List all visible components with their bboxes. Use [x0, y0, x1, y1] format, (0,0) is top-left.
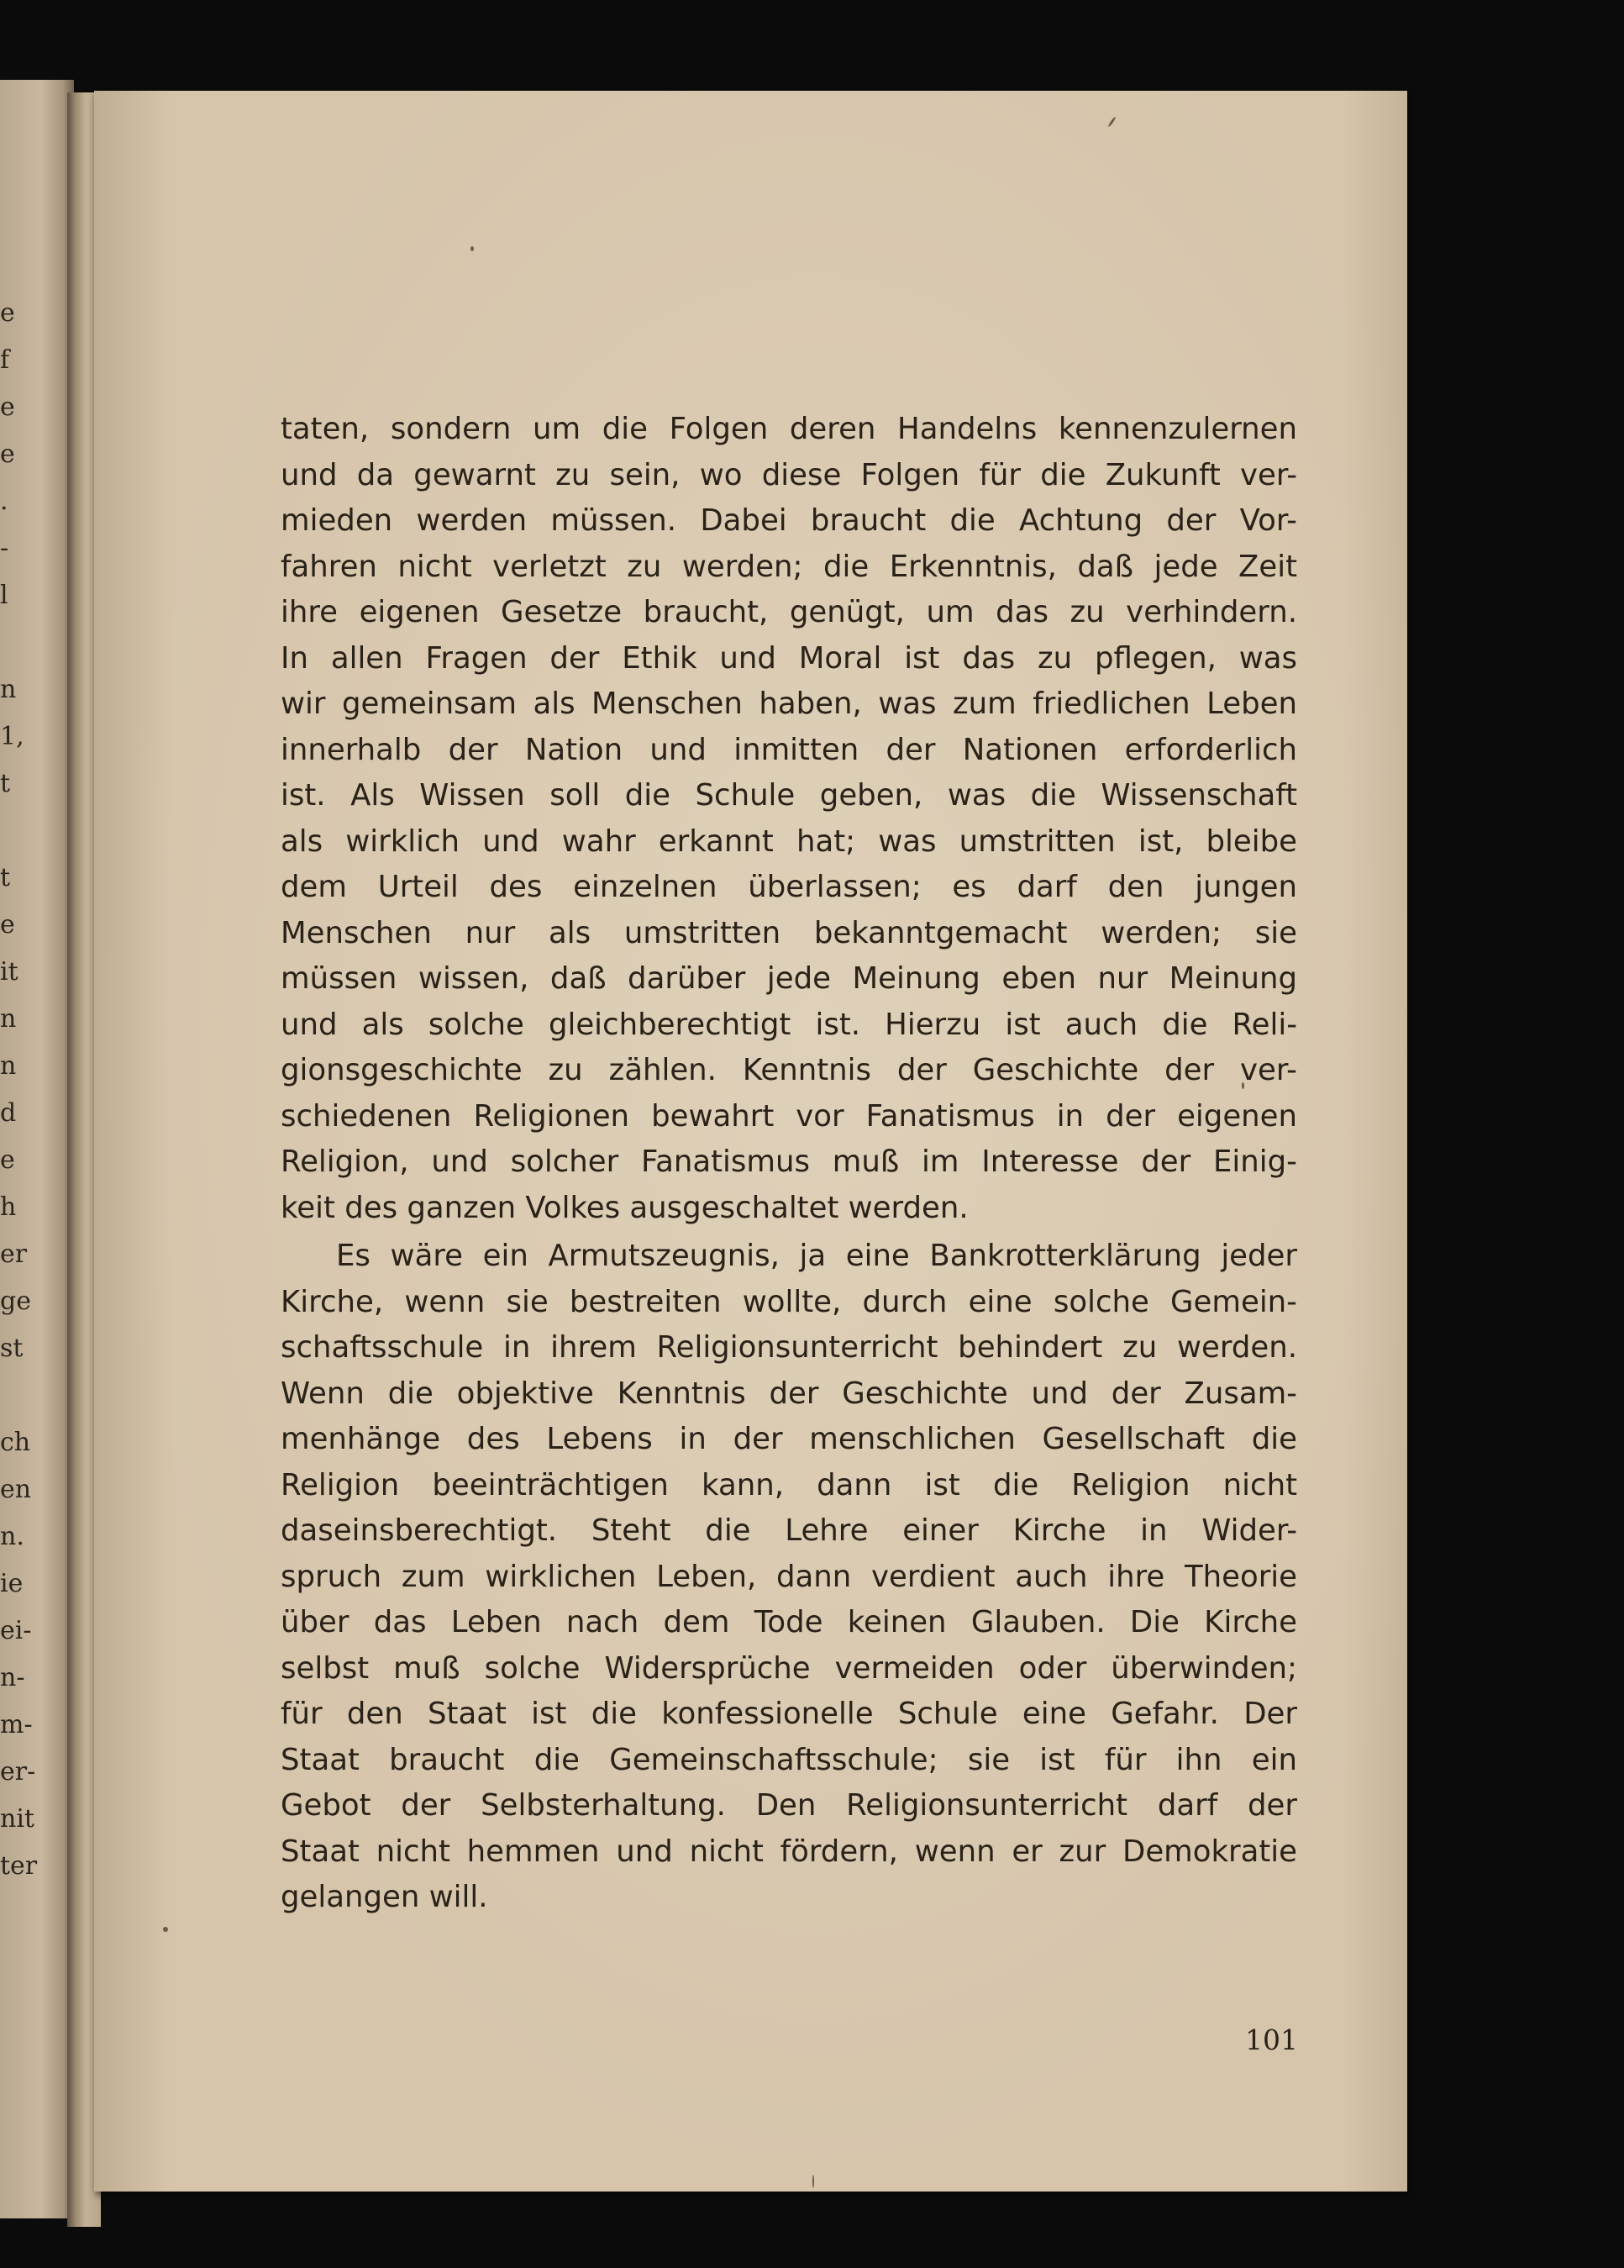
paragraph-2	[281, 1234, 1297, 1921]
text-line: In allen Fragen der Ethik und Moral ist das zu pflegen, was	[281, 640, 1297, 676]
left-fragment: .	[0, 487, 8, 516]
text-line: Staat braucht die Gemeinschaftsschule; sie ist für ihn ein	[281, 1742, 1297, 1777]
left-fragment	[0, 1372, 25, 1419]
left-fragment: e	[0, 392, 15, 422]
left-fragment: it	[0, 957, 18, 987]
text-line: daseinsberechtigt. Steht die Lehre einer Kirche in Wider-	[281, 1513, 1297, 1548]
left-fragment: e	[0, 439, 15, 469]
text-line: Menschen nur als umstritten bekanntgemacht werden; sie	[281, 915, 1297, 950]
paper-speck	[470, 246, 474, 251]
left-fragment: e	[0, 298, 15, 328]
text-line: Religion beeinträchtigen kann, dann ist die Religion nicht	[281, 1467, 1297, 1502]
text-line: für den Staat ist die konfessionelle Schule eine Gefahr. Der	[281, 1697, 1297, 1731]
left-fragment: n.	[0, 1522, 24, 1551]
left-fragment: ei-	[0, 1616, 32, 1645]
paper-speck	[1107, 116, 1116, 127]
text-line: ist. Als Wissen soll die Schule geben, was die Wissenschaft	[281, 778, 1297, 813]
text-line: wir gemeinsam als Menschen haben, was zum friedlichen Leben	[281, 687, 1297, 721]
left-fragment: nit	[0, 1804, 34, 1834]
left-fragment: f	[0, 345, 10, 375]
left-fragment: n	[0, 1004, 17, 1034]
text-line: Religion, und solcher Fanatismus muß im Interesse der Einig-	[281, 1145, 1297, 1179]
paper-speck	[812, 2175, 814, 2188]
text-line: Wenn die objektive Kenntnis der Geschichte und der Zusam-	[281, 1376, 1297, 1411]
text-line: Kirche, wenn sie bestreiten wollte, durch eine solche Gemein-	[281, 1284, 1297, 1319]
left-fragment: d	[0, 1098, 17, 1128]
text-line: schaftsschule in ihrem Religionsunterricht behindert zu werden.	[281, 1330, 1297, 1365]
text-line: ihre eigenen Gesetze braucht, genügt, um das zu verhindern.	[281, 595, 1297, 629]
text-line: gionsgeschichte zu zählen. Kenntnis der Geschichte der ver-	[281, 1053, 1297, 1087]
left-fragment: er	[0, 1239, 28, 1269]
left-fragment: l	[0, 581, 8, 610]
left-fragment	[0, 808, 25, 855]
left-fragment	[0, 619, 25, 666]
left-fragment: er-	[0, 1757, 36, 1787]
text-line: mieden werden müssen. Dabei braucht die Achtung der Vor-	[281, 503, 1297, 538]
left-fragment: st	[0, 1334, 24, 1363]
left-fragment: t	[0, 769, 11, 798]
text-line: innerhalb der Nation und inmitten der Nationen erforderlich	[281, 732, 1297, 767]
text-line: selbst muß solche Widersprüche vermeiden oder überwinden;	[281, 1650, 1297, 1686]
left-fragment: m-	[0, 1710, 33, 1739]
text-line: über das Leben nach dem Tode keinen Glauben. Die Kirche	[281, 1605, 1297, 1639]
left-fragment: -	[0, 534, 9, 563]
left-page-text-fragments	[0, 290, 38, 1890]
left-fragment: h	[0, 1192, 17, 1222]
text-line: und da gewarnt zu sein, wo diese Folgen für die Zukunft ver-	[281, 457, 1297, 492]
left-facing-page-edge	[0, 80, 74, 2218]
text-line: und als solche gleichberechtigt ist. Hierzu ist auch die Reli-	[281, 1007, 1297, 1042]
left-fragment: t	[0, 863, 11, 892]
book-page	[94, 91, 1407, 2192]
left-fragment: ie	[0, 1569, 24, 1598]
left-fragment: en	[0, 1475, 32, 1504]
left-fragment: e	[0, 1145, 15, 1175]
left-fragment: n	[0, 1051, 17, 1081]
text-line: spruch zum wirklichen Leben, dann verdient auch ihre Theorie	[281, 1559, 1297, 1594]
text-line: Es wäre ein Armutszeugnis, ja eine Bankrotterklärung jeder	[336, 1239, 1297, 1273]
text-line: als wirklich und wahr erkannt hat; was umstritten ist, bleibe	[281, 824, 1297, 859]
left-fragment: 1,	[0, 722, 24, 751]
text-line: gelangen will.	[281, 1880, 488, 1914]
left-fragment: n	[0, 675, 17, 704]
left-fragment: ter	[0, 1851, 38, 1881]
text-line: Staat nicht hemmen und nicht fördern, wenn er zur Demokratie	[281, 1834, 1297, 1869]
text-line: müssen wissen, daß darüber jede Meinung eben nur Meinung	[281, 961, 1297, 996]
paper-speck	[163, 1927, 168, 1932]
left-fragment: n-	[0, 1663, 25, 1692]
page-body-text	[281, 407, 1297, 1921]
text-line: fahren nicht verletzt zu werden; die Erkenntnis, daß jede Zeit	[281, 549, 1297, 584]
text-line: Gebot der Selbsterhaltung. Den Religionsunterricht darf der	[281, 1788, 1297, 1823]
text-line: schiedenen Religionen bewahrt vor Fanatismus in der eigenen	[281, 1098, 1297, 1134]
text-line: dem Urteil des einzelnen überlassen; es darf den jungen	[281, 870, 1297, 904]
text-line: menhänge des Lebens in der menschlichen Gesellschaft die	[281, 1422, 1297, 1456]
page-number: 101	[1245, 2023, 1298, 2056]
left-fragment: ge	[0, 1287, 31, 1316]
text-line: taten, sondern um die Folgen deren Handelns kennenzulernen	[281, 412, 1297, 446]
left-fragment: e	[0, 910, 15, 939]
left-fragment: ch	[0, 1428, 31, 1457]
text-line: keit des ganzen Volkes ausgeschaltet werden.	[281, 1190, 969, 1225]
paragraph-1	[281, 407, 1297, 1231]
